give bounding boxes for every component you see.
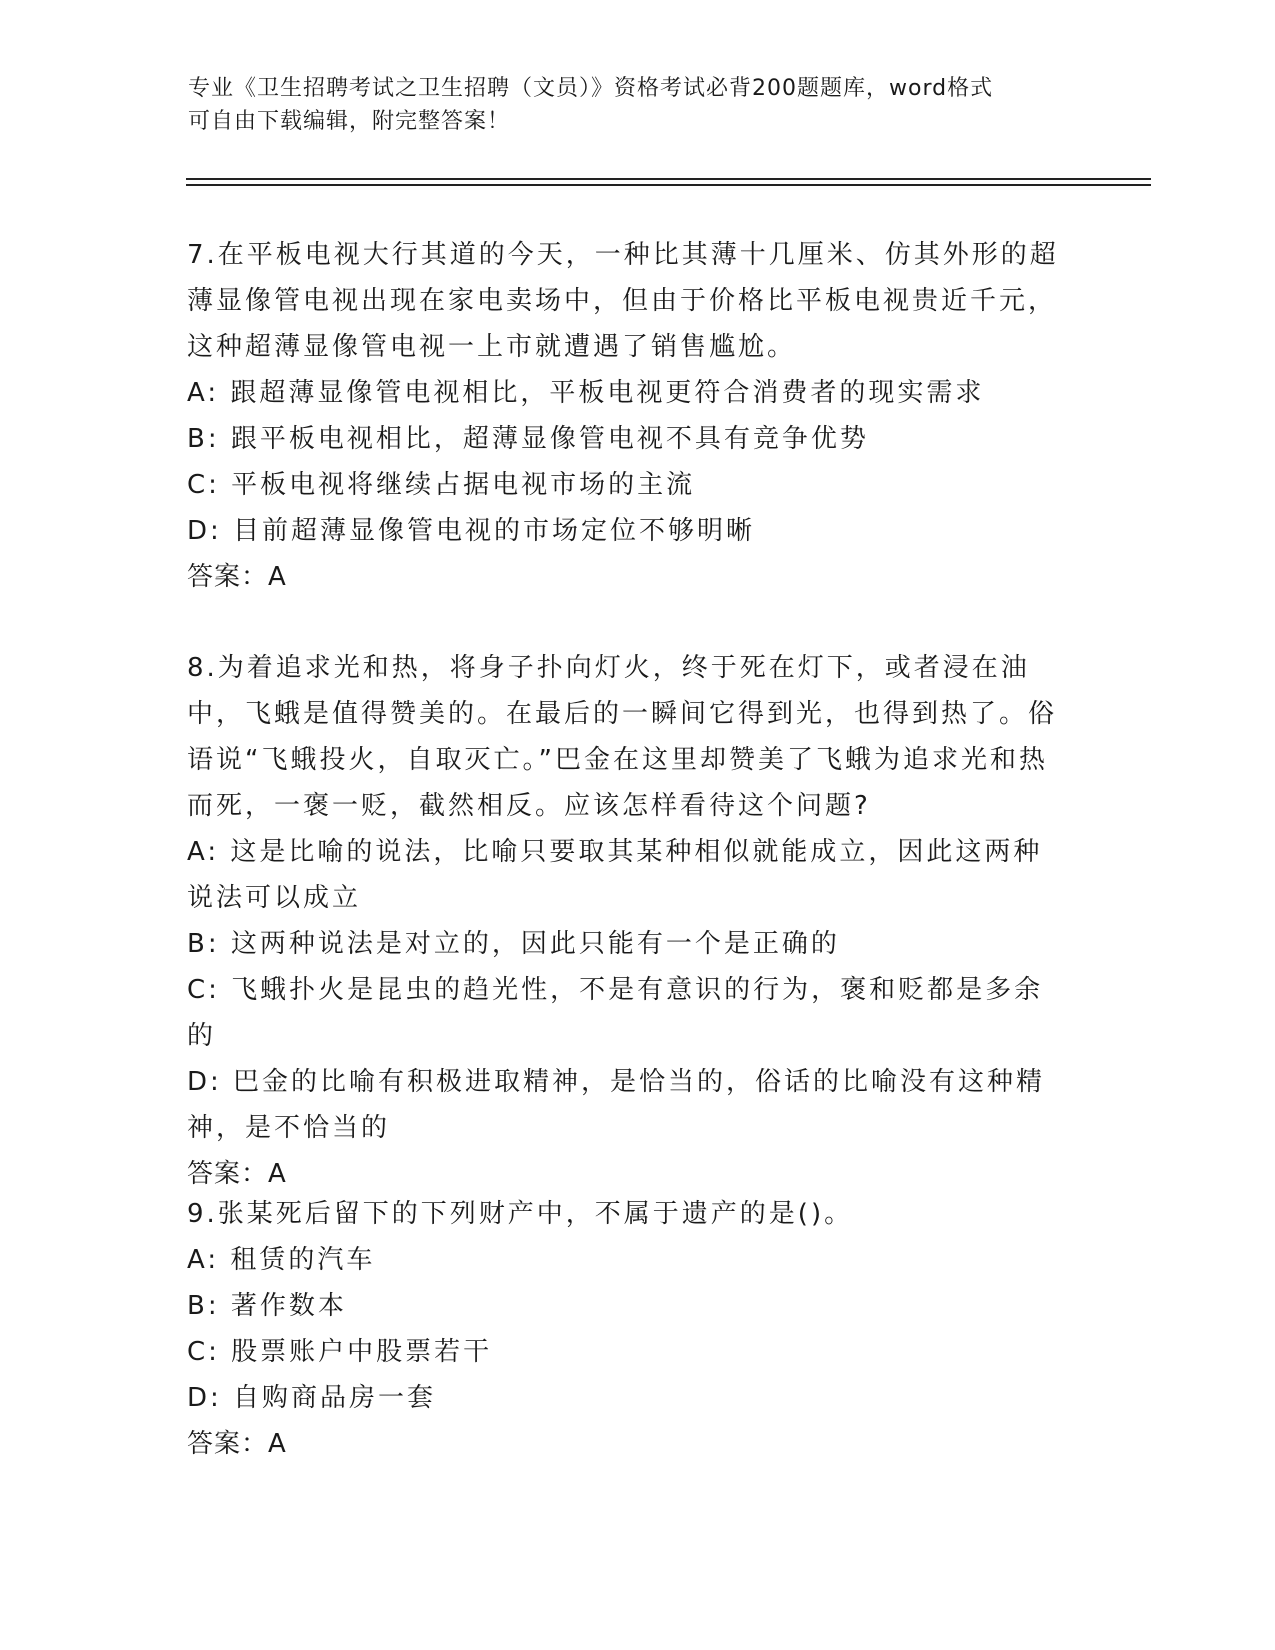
option-b: B: 著作数本 xyxy=(187,1291,347,1321)
option-d: D: 目前超薄显像管电视的市场定位不够明晰 xyxy=(187,516,756,546)
header-line-2: 可自由下载编辑，附完整答案！ xyxy=(188,109,511,134)
option-a: A: 跟超薄显像管电视相比，平板电视更符合消费者的现实需求 xyxy=(187,378,985,408)
header-divider-bottom xyxy=(186,184,1151,186)
answer-line: 答案：A xyxy=(187,1159,287,1189)
document-header xyxy=(188,72,1068,138)
option-c: C: 股票账户中股票若干 xyxy=(187,1337,493,1367)
option-d: D: 自购商品房一套 xyxy=(187,1383,437,1413)
question-9 xyxy=(187,1191,1067,1467)
option-c: C: 飞蛾扑火是昆虫的趋光性，不是有意识的行为，褒和贬都是多余的 xyxy=(187,975,1044,1051)
question-stem: 7.在平板电视大行其道的今天，一种比其薄十几厘米、仿其外形的超薄显像管电视出现在家电卖场中，但由于价格比平板电视贵近千元，这种超薄显像管电视一上市就遭遇了销售尴尬。 xyxy=(187,240,1059,362)
question-8 xyxy=(187,645,1067,1197)
question-stem: 9.张某死后留下的下列财产中，不属于遗产的是()。 xyxy=(187,1199,854,1229)
question-7 xyxy=(187,232,1067,600)
header-line-1: 专业《卫生招聘考试之卫生招聘（文员）》资格考试必背200题题库，word格式 xyxy=(188,76,994,101)
header-divider-top xyxy=(186,178,1151,180)
option-b: B: 跟平板电视相比，超薄显像管电视不具有竞争优势 xyxy=(187,424,869,454)
option-a: A: 租赁的汽车 xyxy=(187,1245,376,1275)
option-c: C: 平板电视将继续占据电视市场的主流 xyxy=(187,470,696,500)
question-stem: 8.为着追求光和热，将身子扑向灯火，终于死在灯下，或者浸在油中，飞蛾是值得赞美的。在最后的一瞬间它得到光，也得到热了。俗语说“飞蛾投火，自取灭亡。”巴金在这里却赞美了飞蛾为追求光和热而死，一褒一贬，截然相反。应该怎样看待这个问题? xyxy=(187,653,1058,821)
option-d: D: 巴金的比喻有积极进取精神，是恰当的，俗话的比喻没有这种精神，是不恰当的 xyxy=(187,1067,1046,1143)
answer-line: 答案：A xyxy=(187,1429,287,1459)
answer-line: 答案：A xyxy=(187,562,287,592)
option-a: A: 这是比喻的说法，比喻只要取其某种相似就能成立，因此这两种说法可以成立 xyxy=(187,837,1043,913)
option-b: B: 这两种说法是对立的，因此只能有一个是正确的 xyxy=(187,929,840,959)
